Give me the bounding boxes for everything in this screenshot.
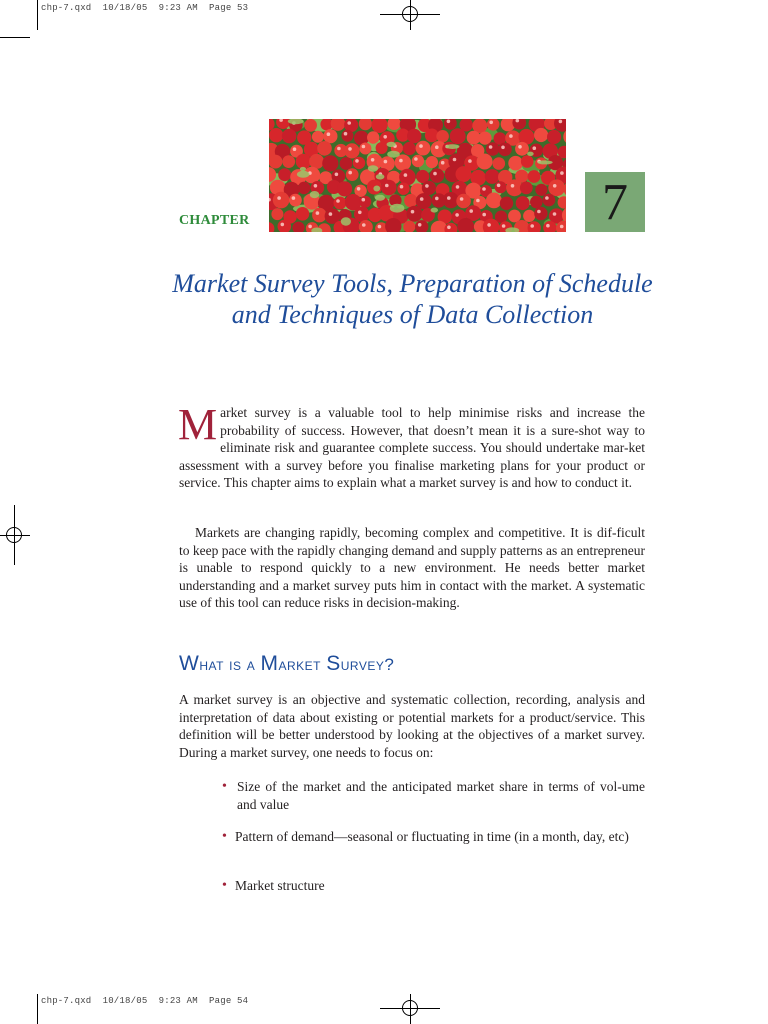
chapter-number: 7 — [585, 172, 645, 232]
list-item — [222, 828, 645, 846]
slug-bottom: chp-7.qxd 10/18/05 9:23 AM Page 54 — [41, 996, 249, 1006]
intro-paragraph-1 — [178, 400, 645, 492]
section-paragraph: A market survey is an objective and systematic collection, recording, analysis and interpretation of data about existing or potential markets for a product/service. This definition will be better understood by looking at the objectives of a market survey. During a market survey, one needs to focus on: — [179, 692, 645, 760]
chapter-title: Market Survey Tools, Preparation of Schedule and Techniques of Data Collection — [172, 269, 653, 329]
drop-cap: M — [178, 400, 218, 449]
bullet-icon: • — [222, 829, 227, 844]
chapter-header-photo — [269, 119, 566, 232]
intro-paragraph-2: Markets are changing rapidly, becoming complex and competitive. It is dif-ficult to keep pace with the rapidly changing demand and supply patterns as an entrepreneur is unable to respond quickly to a new environment. He needs better market understanding and a market survey puts him in contact with the market. A systematic use of this tool can reduce risks in decision-making. — [179, 525, 645, 610]
list-item — [222, 778, 645, 813]
chapter-label: CHAPTER — [179, 213, 250, 228]
list-item — [222, 877, 645, 895]
list-item-text: Market structure — [235, 878, 325, 893]
crop-mark-top-left-vertical — [37, 0, 38, 30]
slug-top: chp-7.qxd 10/18/05 9:23 AM Page 53 — [41, 3, 249, 13]
list-item-text: Pattern of demand—seasonal or fluctuating in time (in a month, day, etc) — [235, 829, 629, 844]
bullet-icon: • — [222, 779, 227, 794]
intro-paragraph-1-text: arket survey is a valuable tool to help minimise risks and increase the probability of success. However, that doesn’t mean it is a sure-shot way to eliminate risk and guarantee complete success. You should undertake mar-ket assessment with a survey before you finalise marketing plans for your product or service. This chapter aims to explain what a market survey is and how to conduct it. — [179, 405, 645, 490]
list-item-text: Size of the market and the anticipated market share in terms of vol-ume and value — [237, 779, 645, 812]
bullet-icon: • — [222, 878, 227, 893]
crop-mark-bottom-left-vertical — [37, 994, 38, 1024]
section-heading: What is a Market Survey? — [179, 652, 395, 675]
crop-mark-top-left-horizontal — [0, 37, 30, 38]
